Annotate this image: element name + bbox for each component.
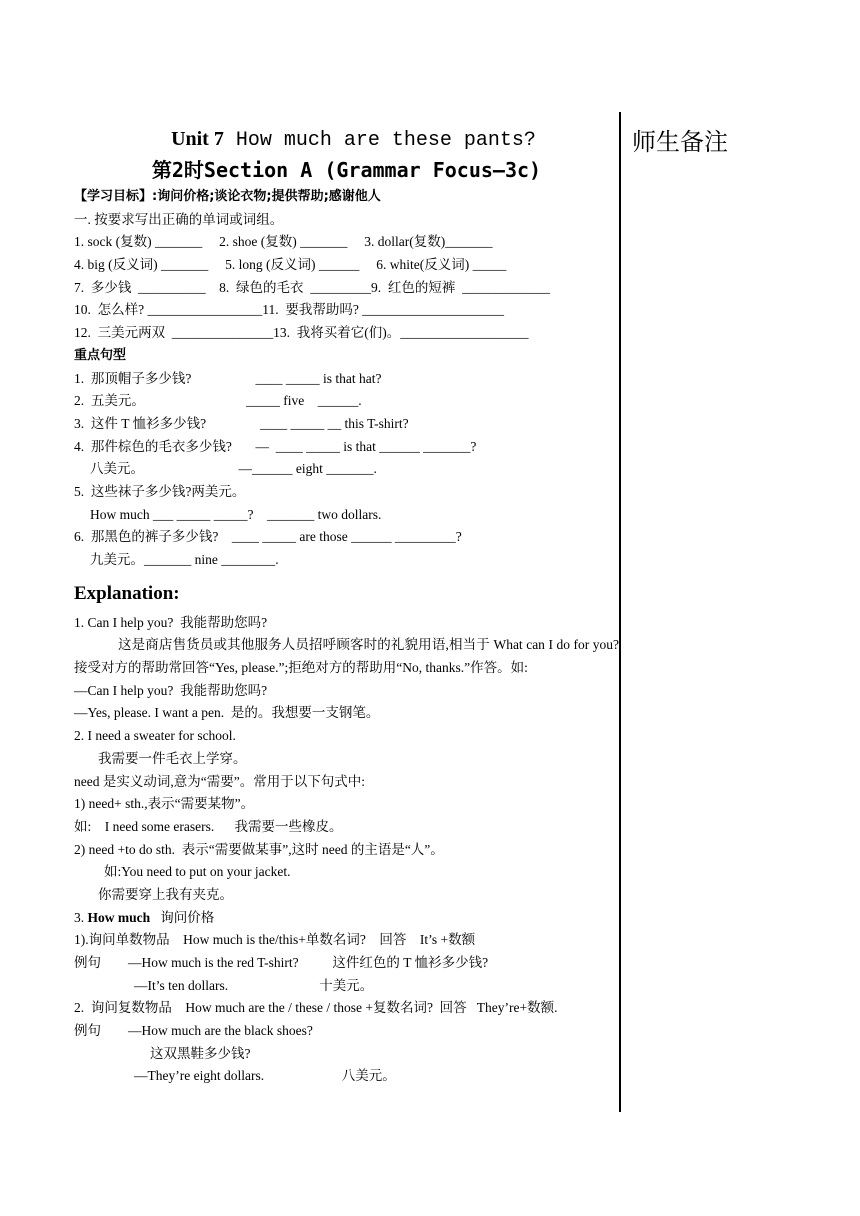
example-line: —They’re eight dollars. 八美元。: [134, 1068, 396, 1084]
item-gloss: 询问价格: [150, 909, 215, 925]
key-sentence: 5. 这些袜子多少钱?两美元。: [74, 483, 246, 499]
usage-point: 1).询问单数物品 How much is the/this+单数名词? 回答 It’s +数额: [74, 932, 476, 948]
exercise-intro: 一. 按要求写出正确的单词或词组。: [74, 211, 284, 227]
example-line: 如: I need some erasers. 我需要一些橡皮。: [74, 818, 343, 834]
translation-line: 你需要穿上我有夹克。: [98, 886, 233, 902]
exercise-line: 7. 多少钱 __________ 8. 绿色的毛衣 _________9. 红色的短裤 _____________: [74, 279, 550, 295]
key-sentence: 2. 五美元。 _____ five ______.: [74, 393, 362, 409]
key-sentence: 4. 那件棕色的毛衣多少钱? — ____ _____ is that ______ _______?: [74, 438, 477, 454]
exercise-line: 4. big (反义词) _______ 5. long (反义词) ______ 6. white(反义词) _____: [74, 257, 507, 273]
lesson-title: 第2时Section A (Grammar Focus—3c): [151, 158, 542, 182]
translation-line: 这双黑鞋多少钱?: [150, 1045, 251, 1061]
example-line: —Yes, please. I want a pen. 是的。我想要一支钢笔。: [74, 705, 380, 721]
explanation-item-title: [74, 907, 619, 930]
key-sentence: 6. 那黑色的裤子多少钱? ____ _____ are those ______ _________?: [74, 529, 462, 545]
column-divider: [619, 112, 621, 1112]
usage-point: 1) need+ sth.,表示“需要某物”。: [74, 796, 255, 812]
item-number: 3.: [74, 909, 88, 925]
usage-point: 2. 询问复数物品 How much are the / these / those +复数名词? 回答 They’re+数额.: [74, 1000, 558, 1016]
example-line: —Can I help you? 我能帮助您吗?: [74, 682, 268, 698]
key-sentence: 1. 那顶帽子多少钱? ____ _____ is that hat?: [74, 370, 382, 386]
example-line: 如:You need to put on your jacket.: [104, 864, 291, 880]
explanation-paragraph: 这是商店售货员或其他服务人员招呼顾客时的礼貌用语,相当于 What can I do for you?接受对方的帮助常回答“Yes, please.”;拒绝对方的帮助用“No, thanks.”作答。如:: [74, 637, 619, 676]
explanation-heading: Explanation:: [74, 582, 180, 604]
translation-line: 我需要一件毛衣上学穿。: [98, 750, 247, 766]
explanation-item-title: 2. I need a sweater for school.: [74, 728, 236, 744]
item-keyword: How much: [87, 909, 151, 925]
example-line: 例句 —How much are the black shoes?: [74, 1023, 313, 1039]
key-sentence: How much ___ _____ _____? _______ two dollars.: [90, 506, 382, 522]
side-note-heading: 师生备注: [632, 130, 728, 156]
unit-label: Unit 7: [171, 128, 224, 150]
exercise-line: 12. 三美元两双 _______________13. 我将买着它(们)。___________________: [74, 325, 529, 341]
usage-point: 2) need +to do sth. 表示“需要做某事”,这时 need 的主语是“人”。: [74, 841, 444, 857]
key-sentence: 3. 这件 T 恤衫多少钱? ____ _____ __ this T-shirt?: [74, 415, 409, 431]
unit-title: [74, 124, 619, 154]
example-line: —It’s ten dollars. 十美元。: [134, 977, 374, 993]
explanation-item-title: 1. Can I help you? 我能帮助您吗?: [74, 614, 268, 630]
key-sentences-heading: 重点句型: [74, 347, 127, 363]
explanation-paragraph: need 是实义动词,意为“需要”。常用于以下句式中:: [74, 773, 365, 789]
main-column: [74, 124, 619, 1088]
learning-objectives: 【学习目标】:询问价格;谈论衣物;提供帮助;感谢他人: [74, 189, 381, 204]
key-sentence: 八美元。 —______ eight _______.: [90, 461, 377, 477]
unit-question: How much are these pants?: [223, 129, 536, 152]
exercise-line: 10. 怎么样? _________________11. 要我帮助吗? _____________________: [74, 302, 504, 318]
key-sentence: 九美元。_______ nine ________.: [90, 552, 279, 567]
example-line: 例句 —How much is the red T-shirt? 这件红色的 T 恤衫多少钱?: [74, 955, 489, 971]
exercise-line: 1. sock (复数) _______ 2. shoe (复数) _______ 3. dollar(复数)_______: [74, 234, 493, 250]
